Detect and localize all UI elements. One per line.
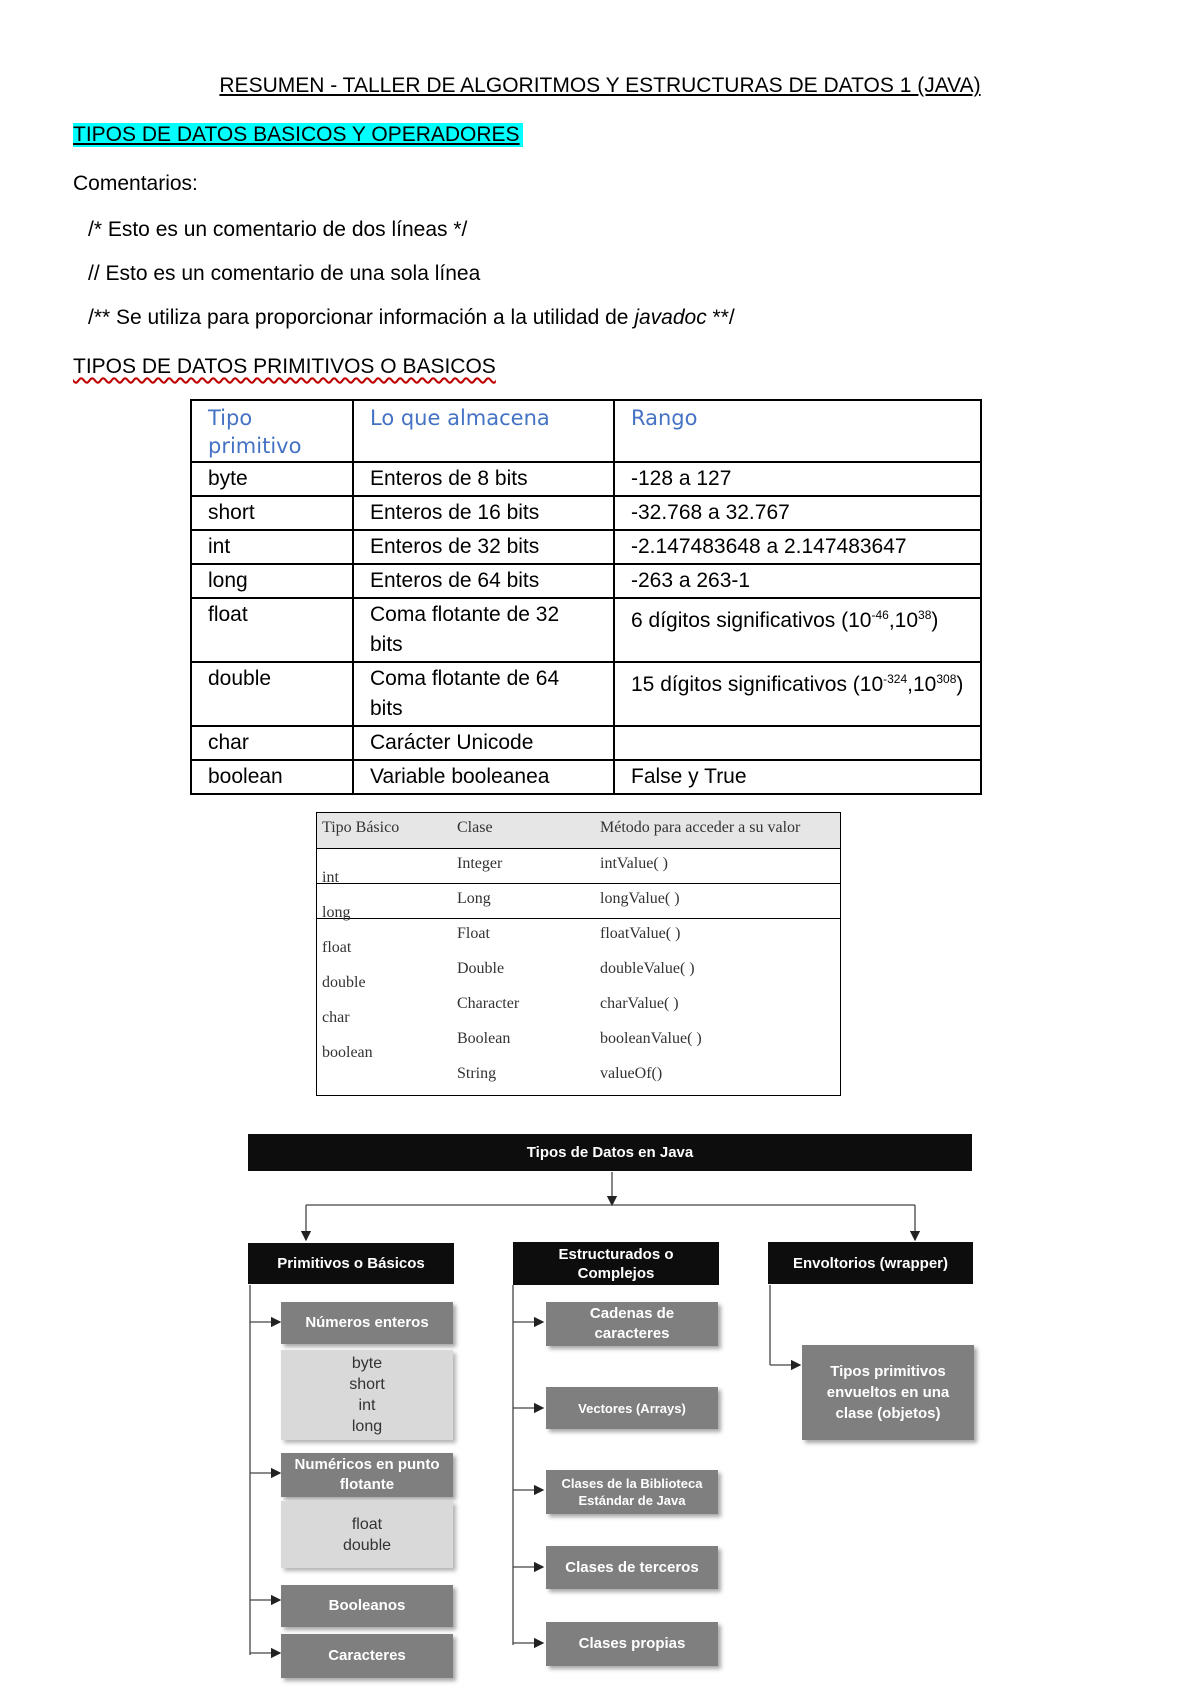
caracteres-box: Caracteres bbox=[281, 1634, 453, 1678]
cell-range: -128 a 127 bbox=[614, 462, 981, 496]
cell-stores: Coma flotante de 32 bits bbox=[353, 598, 614, 662]
cell-stores: Enteros de 32 bits bbox=[353, 530, 614, 564]
cell-stores: Enteros de 64 bits bbox=[353, 564, 614, 598]
cell-type: char bbox=[191, 726, 353, 760]
cell-stores: Enteros de 16 bits bbox=[353, 496, 614, 530]
wrapper-type: boolean bbox=[322, 1044, 373, 1061]
cell-type: int bbox=[191, 530, 353, 564]
cell-type: short bbox=[191, 496, 353, 530]
wrapper-method: floatValue( ) bbox=[600, 925, 681, 942]
cell-type: byte bbox=[191, 462, 353, 496]
wrapper-type: int bbox=[322, 869, 339, 886]
wrapper-method: valueOf() bbox=[600, 1065, 663, 1082]
wrapper-class: String bbox=[457, 1065, 497, 1082]
wrapper-class: Integer bbox=[457, 855, 503, 872]
cell-stores: Variable booleanea bbox=[353, 760, 614, 794]
document-title: RESUMEN - TALLER DE ALGORITMOS Y ESTRUCTURAS DE DATOS 1 (JAVA) bbox=[219, 74, 981, 97]
estructurados-header: Estructurados o Complejos bbox=[513, 1242, 719, 1285]
comment-multiline: /* Esto es un comentario de dos líneas */ bbox=[88, 218, 468, 241]
header-almacena: Lo que almacena bbox=[353, 400, 614, 462]
cell-type: float bbox=[191, 598, 353, 662]
comments-label: Comentarios: bbox=[73, 172, 198, 195]
cell-stores: Enteros de 8 bits bbox=[353, 462, 614, 496]
vectores-box: Vectores (Arrays) bbox=[546, 1387, 718, 1429]
wrapper-type: float bbox=[322, 939, 352, 956]
cell-range: 15 dígitos significativos $(10^{-324},10^{308})$ bbox=[614, 662, 981, 726]
wrapper-class: Long bbox=[457, 890, 491, 907]
primitives-heading: TIPOS DE DATOS PRIMITIVOS O BASICOS bbox=[73, 355, 496, 378]
header-tipo: Tipo primitivo bbox=[191, 400, 353, 462]
comment-javadoc: /** Se utiliza para proporcionar información a la utilidad de javadoc **/ bbox=[88, 306, 735, 329]
wrapper-header-clase: Clase bbox=[457, 819, 493, 836]
wrapper-class: Character bbox=[457, 995, 520, 1012]
tipos-envueltos-box: Tipos primitivos envueltos en una clase (objetos) bbox=[802, 1345, 974, 1440]
comment-singleline: // Esto es un comentario de una sola línea bbox=[88, 262, 481, 285]
cadenas-box: Cadenas de caracteres bbox=[546, 1302, 718, 1346]
propias-box: Clases propias bbox=[546, 1622, 718, 1666]
cell-range: -32.768 a 32.767 bbox=[614, 496, 981, 530]
envoltorios-header: Envoltorios (wrapper) bbox=[768, 1242, 973, 1284]
wrapper-method: doubleValue( ) bbox=[600, 960, 695, 977]
enteros-list-box: byte short int long bbox=[281, 1350, 453, 1440]
cell-type: double bbox=[191, 662, 353, 726]
cell-type: boolean bbox=[191, 760, 353, 794]
cell-range: -263 a 263-1 bbox=[614, 564, 981, 598]
cell-stores: Coma flotante de 64 bits bbox=[353, 662, 614, 726]
wrapper-header-tipo: Tipo Básico bbox=[322, 819, 400, 836]
cell-type: long bbox=[191, 564, 353, 598]
wrapper-class: Double bbox=[457, 960, 505, 977]
primitivos-header: Primitivos o Básicos bbox=[248, 1243, 454, 1284]
wrapper-header-metodo: Método para acceder a su valor bbox=[600, 819, 801, 836]
cell-range: False y True bbox=[614, 760, 981, 794]
wrapper-type: double bbox=[322, 974, 366, 991]
cell-stores: Carácter Unicode bbox=[353, 726, 614, 760]
diagram-title: Tipos de Datos en Java bbox=[248, 1134, 972, 1171]
section-heading: TIPOS DE DATOS BASICOS Y OPERADORES bbox=[73, 123, 523, 147]
numeros-enteros-box: Números enteros bbox=[281, 1302, 453, 1344]
wrapper-method: booleanValue( ) bbox=[600, 1030, 702, 1047]
header-rango: Rango bbox=[614, 400, 981, 462]
cell-range: 6 dígitos significativos $(10^{-46},10^{38})$ bbox=[614, 598, 981, 662]
wrapper-method: intValue( ) bbox=[600, 855, 668, 872]
wrapper-method: longValue( ) bbox=[600, 890, 680, 907]
terceros-box: Clases de terceros bbox=[546, 1546, 718, 1589]
wrapper-class: Boolean bbox=[457, 1030, 511, 1047]
biblioteca-box: Clases de la Biblioteca Estándar de Java bbox=[546, 1470, 718, 1514]
flotante-list-box: float double bbox=[281, 1501, 453, 1568]
booleanos-box: Booleanos bbox=[281, 1585, 453, 1627]
punto-flotante-box: Numéricos en punto flotante bbox=[281, 1453, 453, 1497]
wrapper-type: char bbox=[322, 1009, 350, 1026]
wrapper-class: Float bbox=[457, 925, 490, 942]
wrapper-method: charValue( ) bbox=[600, 995, 679, 1012]
wrapper-type: long bbox=[322, 904, 351, 921]
cell-range: -2.147483648 a 2.147483647 bbox=[614, 530, 981, 564]
